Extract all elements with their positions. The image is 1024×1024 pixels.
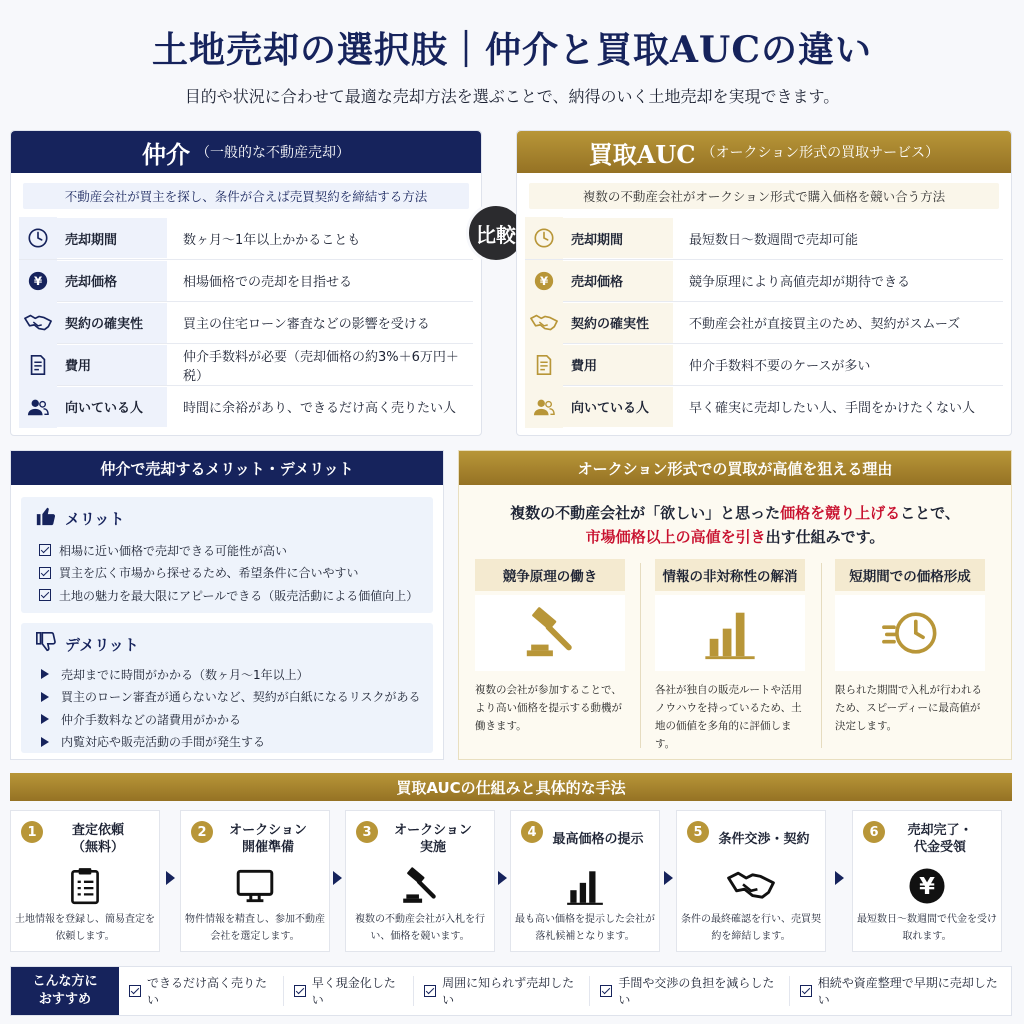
yen-coin-icon: [19, 260, 57, 302]
step-arrow-icon: [835, 871, 844, 885]
svg-text:¥: ¥: [33, 273, 43, 288]
merit-list: [39, 539, 425, 607]
step-arrow-icon: [333, 871, 342, 885]
compare-row: [525, 301, 1003, 343]
reason-card-title: 競争原理の働き: [475, 559, 625, 591]
people-icon: [525, 386, 563, 428]
brokerage-title: 仲介: [142, 139, 190, 169]
list-item: [39, 686, 425, 709]
step-number: 2: [191, 821, 213, 843]
compare-row: [525, 385, 1003, 427]
compare-row: [19, 217, 473, 259]
compare-row-value: 最短数日〜数週間で売却可能: [689, 232, 859, 248]
list-item: [39, 731, 425, 754]
page-subtitle: 目的や状況に合わせて最適な売却方法を選ぶことで、納得のいく土地売却を実現できます。: [184, 87, 840, 106]
checkbox-icon: [800, 985, 812, 997]
auction-reason-section: [458, 450, 1012, 760]
checkbox-icon: [129, 985, 141, 997]
thumbs-down-icon: [35, 631, 57, 657]
brokerage-panel: [10, 130, 482, 436]
page-title: 土地売却の選択肢｜仲介と買取AUCの違い: [152, 29, 872, 71]
clipboard-icon: [11, 863, 159, 909]
brokerage-panel-header: [11, 131, 481, 173]
auction-title-note: （オークション形式の買取サービス）: [701, 145, 940, 161]
people-icon: [19, 386, 57, 428]
step-title: 最高価格の提示: [552, 831, 644, 847]
bar-chart-icon: [655, 595, 805, 671]
list-item: [39, 708, 425, 731]
compare-row-value: 数ヶ月〜1年以上かかることも: [183, 232, 361, 248]
reason-lead-text: [459, 501, 1011, 549]
auction-title: 買取AUC: [588, 139, 696, 169]
reason-line2-emphasis: 市場価格以上の高値を引き: [585, 528, 766, 546]
step-number: 5: [687, 821, 709, 843]
checkbox-icon: [39, 544, 51, 556]
auction-panel: [516, 130, 1012, 436]
reason-line2-b: 出す仕組みです。: [765, 528, 885, 546]
compare-row-label: 売却期間: [57, 218, 167, 258]
recommend-item-text: 早く現金化したい: [311, 976, 396, 1007]
step-arrow-icon: [166, 871, 175, 885]
compare-row-label: 向いている人: [57, 387, 167, 427]
process-step: [345, 810, 495, 952]
brokerage-description: 不動産会社が買主を探し、条件が合えば売買契約を締結する方法: [23, 183, 469, 209]
list-item: [39, 584, 425, 607]
step-title: オークション 開催準備: [229, 823, 307, 855]
recommend-bar: [10, 966, 1012, 1016]
brokerage-rows: [19, 217, 473, 427]
checkbox-icon: [424, 985, 436, 997]
document-icon: [19, 344, 57, 386]
recommend-item: [790, 976, 1011, 1006]
reason-line1-a: 複数の不動産会社が「欲しい」と思った: [510, 504, 781, 522]
merit-section-header: 仲介で売却するメリット・デメリット: [11, 451, 443, 485]
list-item-text: 土地の魅力を最大限にアピールできる（販売活動による価値向上）: [59, 588, 419, 603]
document-icon: [525, 344, 563, 386]
recommend-item-text: 手間や交渉の負担を減らしたい: [618, 976, 775, 1007]
compare-row: [525, 343, 1003, 385]
steps-section-header: 買取AUCの仕組みと具体的な手法: [10, 773, 1012, 801]
compare-row: [19, 259, 473, 301]
compare-row: [19, 343, 473, 385]
recommend-item-text: 相続や資産整理で早期に売却したい: [817, 976, 998, 1007]
checkbox-icon: [39, 589, 51, 601]
reason-card-text: 複数の会社が参加することで、より高い価格を提示する動機が働きます。: [475, 684, 622, 732]
step-number: 6: [863, 821, 885, 843]
demerit-box: [21, 623, 433, 753]
recommend-item: [284, 976, 414, 1006]
reason-card: [475, 559, 625, 753]
checkbox-icon: [600, 985, 612, 997]
process-step: [10, 810, 160, 952]
compare-row-label: 向いている人: [563, 387, 673, 427]
reason-card-title: 短期間での価格形成: [835, 559, 985, 591]
list-item: [39, 562, 425, 585]
auction-description: 複数の不動産会社がオークション形式で購入価格を競い合う方法: [529, 183, 999, 209]
recommend-item: [119, 976, 284, 1006]
reason-divider: [640, 563, 641, 748]
demerit-list: [39, 663, 425, 753]
list-item-text: 内覧対応や販売活動の手間が発生する: [61, 735, 266, 750]
triangle-bullet-icon: [41, 669, 49, 679]
recommend-item-text: 周囲に知られず売却したい: [442, 976, 575, 1007]
step-number: 3: [356, 821, 378, 843]
compare-row-label: 売却期間: [563, 218, 673, 258]
list-item-text: 相場に近い価格で売却できる可能性が高い: [59, 543, 288, 558]
compare-row-value: 早く確実に売却したい人、手間をかけたくない人: [689, 401, 976, 416]
step-description: 物件情報を精査し、参加不動産会社を選定します。: [185, 914, 325, 942]
bar-chart-icon: [511, 863, 659, 909]
step-description: 条件の最終確認を行い、売買契約を締結します。: [681, 914, 821, 942]
reason-card: [835, 559, 985, 753]
compare-row: [525, 217, 1003, 259]
svg-text:¥: ¥: [539, 273, 549, 288]
clock-icon: [19, 217, 57, 259]
brokerage-title-note: （一般的な不動産売却）: [196, 145, 350, 161]
step-title: オークション 実施: [394, 823, 472, 855]
compare-row-label: 売却価格: [57, 261, 167, 301]
reason-line1-emphasis: 価格を競り上げる: [780, 504, 901, 522]
merit-title: メリット: [65, 509, 125, 528]
handshake-icon: [19, 302, 57, 344]
auction-panel-header: [517, 131, 1011, 173]
step-title: 売却完了・ 代金受領: [907, 823, 973, 855]
step-title: 条件交渉・契約: [718, 831, 810, 847]
list-item-text: 買主を広く市場から探せるため、希望条件に合いやすい: [59, 566, 359, 581]
handshake-icon: [677, 863, 825, 909]
handshake-icon: [525, 302, 563, 344]
clock-icon: [525, 217, 563, 259]
svg-text:¥: ¥: [919, 873, 935, 900]
recommend-list: [119, 976, 1011, 1006]
compare-row-label: 費用: [563, 345, 673, 385]
reason-divider: [821, 563, 822, 748]
thumbs-up-icon: [35, 505, 57, 531]
compare-row: [525, 259, 1003, 301]
list-item-text: 売却までに時間がかかる（数ヶ月〜1年以上）: [61, 667, 309, 682]
compare-row-value: 仲介手数料不要のケースが多い: [689, 359, 871, 374]
step-number: 1: [21, 821, 43, 843]
compare-row-value: 仲介手数料が必要（売却価格の約3%＋6万円＋税）: [183, 349, 459, 384]
merit-demerit-section: [10, 450, 444, 760]
compare-row-value: 競争原理により高値売却が期待できる: [689, 275, 911, 290]
compare-row-label: 契約の確実性: [57, 303, 167, 343]
demerit-title: デメリット: [65, 635, 139, 654]
step-title: 査定依頼 （無料）: [71, 823, 124, 855]
recommend-item-text: できるだけ高く売りたい: [147, 976, 268, 1007]
process-step: [852, 810, 1002, 952]
reason-card: [655, 559, 805, 753]
step-description: 複数の不動産会社が入札を行い、価格を競います。: [355, 914, 485, 942]
compare-row: [19, 301, 473, 343]
step-arrow-icon: [498, 871, 507, 885]
list-item-text: 買主のローン審査が通らないなど、契約が白紙になるリスクがある: [61, 690, 421, 705]
yen-coin-icon: [853, 863, 1001, 909]
step-arrow-icon: [664, 871, 673, 885]
recommend-item: [590, 976, 789, 1006]
monitor-icon: [181, 863, 329, 909]
reason-section-header: オークション形式での買取が高値を狙える理由: [459, 451, 1011, 485]
triangle-bullet-icon: [41, 737, 49, 747]
compare-row: [19, 385, 473, 427]
reason-card-text: 限られた期間で入札が行われるため、スピーディーに最高値が決定します。: [835, 684, 982, 732]
fast-clock-icon: [835, 595, 985, 671]
process-step: [180, 810, 330, 952]
compare-row-value: 時間に余裕があり、できるだけ高く売りたい人: [183, 401, 457, 416]
list-item: [39, 539, 425, 562]
recommend-item: [414, 976, 590, 1006]
list-item-text: 仲介手数料などの諸費用がかかる: [61, 712, 242, 727]
compare-row-value: 不動産会社が直接買主のため、契約がスムーズ: [689, 317, 961, 332]
compare-row-label: 費用: [57, 345, 167, 385]
merit-box: [21, 497, 433, 613]
yen-coin-icon: [525, 260, 563, 302]
checkbox-icon: [294, 985, 306, 997]
recommend-label: こんな方に おすすめ: [11, 967, 119, 1015]
triangle-bullet-icon: [41, 692, 49, 702]
reason-card-text: 各社が独自の販売ルートや活用ノウハウを持っているため、土地の価値を多角的に評価します。: [655, 684, 802, 750]
compare-row-label: 売却価格: [563, 261, 673, 301]
process-step: [676, 810, 826, 952]
step-description: 土地情報を登録し、簡易査定を依頼します。: [15, 914, 155, 942]
compare-row-value: 相場価格での売却を目指せる: [183, 275, 353, 290]
step-description: 最も高い価格を提示した会社が落札候補となります。: [515, 914, 655, 942]
triangle-bullet-icon: [41, 714, 49, 724]
step-number: 4: [521, 821, 543, 843]
compare-row-value: 買主の住宅ローン審査などの影響を受ける: [183, 317, 430, 332]
compare-row-label: 契約の確実性: [563, 303, 673, 343]
reason-line1-b: ことで、: [900, 504, 960, 522]
process-step: [510, 810, 660, 952]
list-item: [39, 663, 425, 686]
auction-rows: [525, 217, 1003, 427]
reason-card-title: 情報の非対称性の解消: [655, 559, 805, 591]
step-description: 最短数日〜数週間で代金を受け取れます。: [857, 914, 997, 942]
checkbox-icon: [39, 567, 51, 579]
gavel-icon: [475, 595, 625, 671]
compare-badge: 比較: [466, 203, 526, 263]
gavel-icon: [346, 863, 494, 909]
